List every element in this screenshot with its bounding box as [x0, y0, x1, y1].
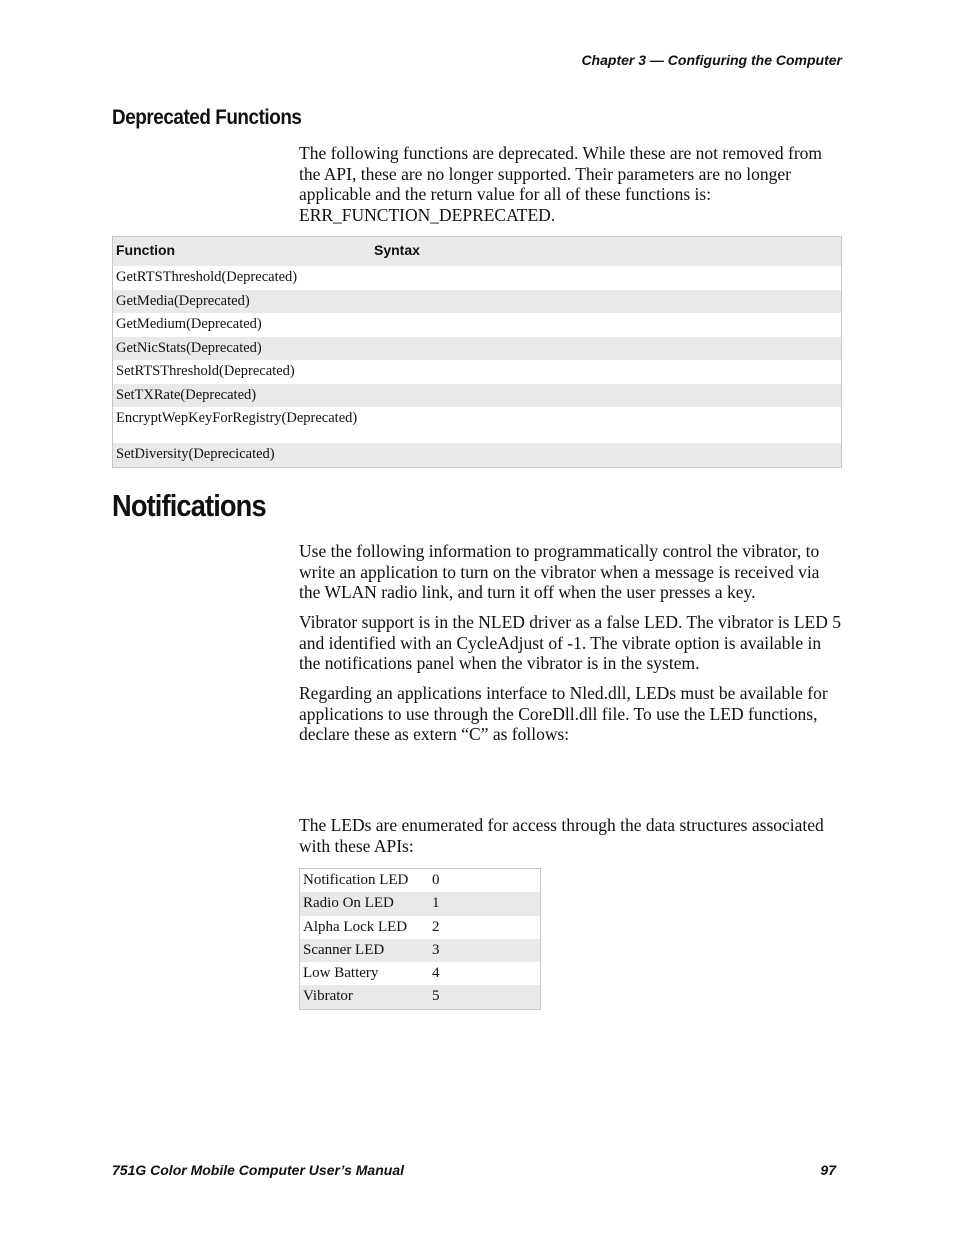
table-row	[300, 939, 540, 962]
deprecated-functions-heading: Deprecated Functions	[112, 106, 302, 129]
led-value: 0	[432, 872, 440, 888]
running-header: Chapter 3 — Configuring the Computer	[581, 52, 842, 68]
led-value: 2	[432, 918, 440, 935]
deprecated-intro-paragraph: The following functions are deprecated. While these are not removed from the API, these are no longer supported. Their parameters are no longer applicable and the return value for all of these functions is: ERR_FUNCTION_DEPRECATED.	[299, 143, 823, 225]
led-value: 5	[432, 988, 440, 1005]
table-header-row	[113, 237, 841, 266]
notifications-paragraph: The LEDs are enumerated for access through the data structures associated with these APIs:	[299, 815, 824, 856]
table-row: SetDiversity(Deprecicated)	[113, 443, 841, 467]
table-row: SetRTSThreshold(Deprecated)	[116, 363, 295, 379]
led-enumeration-table	[299, 868, 541, 1010]
led-name: Notification LED	[303, 872, 409, 888]
table-row	[300, 962, 540, 985]
led-name: Alpha Lock LED	[303, 918, 408, 935]
table-row: SetTXRate(Deprecated)	[113, 384, 841, 408]
led-name: Radio On LED	[303, 895, 394, 912]
led-name: Scanner LED	[303, 941, 385, 958]
notifications-paragraph: Regarding an applications interface to Nled.dll, LEDs must be available for applications to use through the CoreDll.dll file. To use the LED functions, declare these as extern “C” as follows:	[299, 683, 828, 744]
table-row: GetRTSThreshold(Deprecated)	[116, 269, 298, 285]
table-row	[300, 916, 540, 939]
led-name: Low Battery	[303, 965, 379, 982]
function-column-header: Function	[116, 242, 176, 258]
led-name: Vibrator	[303, 988, 353, 1005]
deprecated-functions-table	[112, 236, 842, 468]
footer-manual-title: 751G Color Mobile Computer User’s Manual	[112, 1162, 404, 1178]
table-row: GetNicStats(Deprecated)	[113, 337, 841, 361]
table-row	[300, 892, 540, 915]
table-row: GetMedium(Deprecated)	[116, 316, 262, 332]
notifications-paragraph: Vibrator support is in the NLED driver as a false LED. The vibrator is LED 5 and identified with an CycleAdjust of -1. The vibrate option is available in the notifications panel when the vibrator is in the system.	[299, 612, 841, 673]
table-row: GetMedia(Deprecated)	[113, 290, 841, 314]
led-value: 4	[432, 965, 440, 982]
led-value: 1	[432, 895, 440, 912]
notifications-heading: Notifications	[112, 488, 266, 523]
notifications-paragraph: Use the following information to programmatically control the vibrator, to write an application to turn on the vibrator when a message is received via the WLAN radio link, and turn it off when the user presses a key.	[299, 541, 820, 602]
table-row	[300, 985, 540, 1008]
syntax-column-header: Syntax	[374, 242, 420, 258]
page-number: 97	[820, 1162, 836, 1178]
led-value: 3	[432, 941, 440, 958]
table-row: EncryptWepKeyForRegistry(Deprecated)	[116, 410, 358, 426]
table-row	[300, 869, 540, 892]
